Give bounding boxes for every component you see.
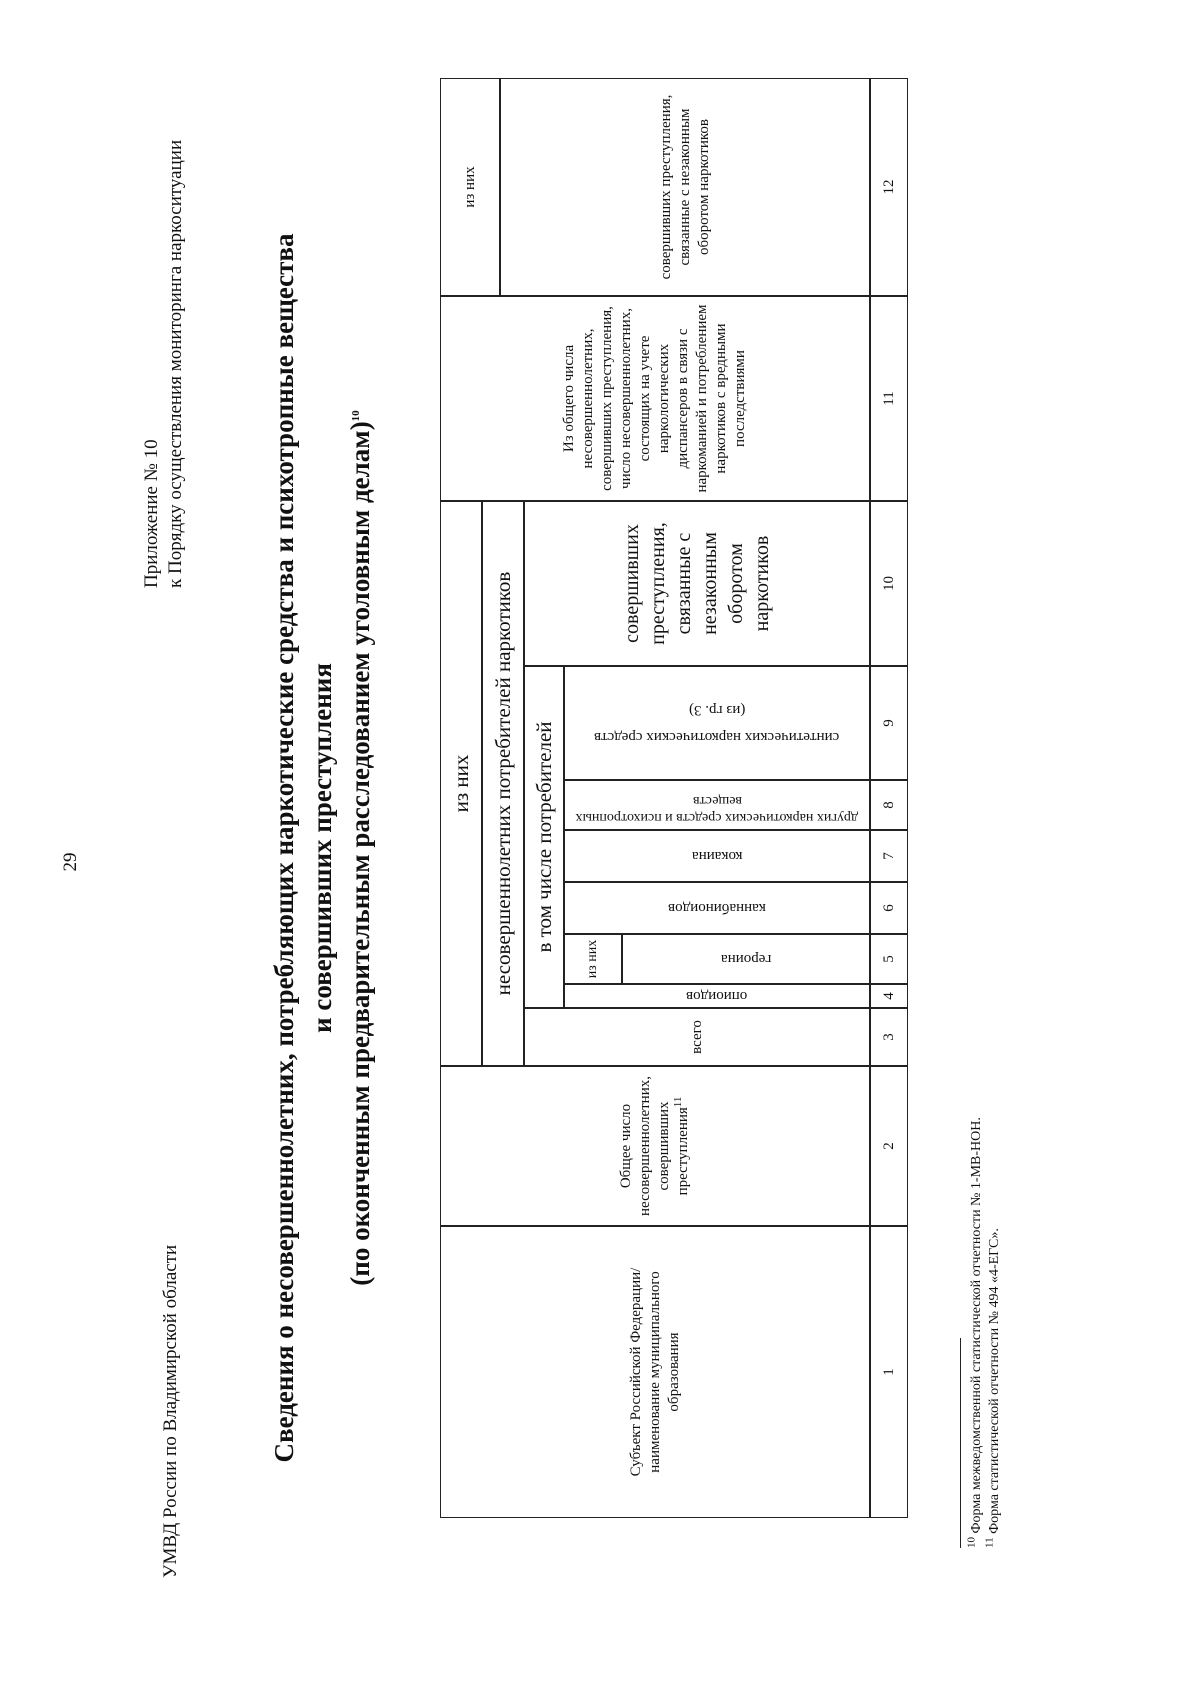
col6-cannabinoids-text: каннабиноидов <box>668 900 766 917</box>
col12-iz-nih: из них <box>440 78 500 296</box>
footnote-10-text: Форма межведомственной статистической отчетности № 1-МВ-НОН. <box>969 1117 984 1534</box>
col5-number: 5 <box>870 934 908 984</box>
appendix-number: Приложение № 10 <box>141 439 162 588</box>
title-line2: и совершивших преступления <box>307 663 337 1033</box>
col2-header-wrap <box>617 1073 693 1219</box>
col1-header <box>440 1226 870 1518</box>
title-footnote-mark: 10 <box>350 410 362 422</box>
col5-heroin <box>622 934 870 984</box>
title-line3 <box>341 78 379 1618</box>
col2-header <box>440 1066 870 1226</box>
col8-other <box>564 780 870 830</box>
col6-cannabinoids <box>564 882 870 934</box>
col7-cocaine-text: кокаина <box>691 848 743 865</box>
col3-vsego: всего <box>524 1008 870 1066</box>
col8-number: 8 <box>870 780 908 830</box>
col9-synthetic-text: синтетических наркотических средств <box>594 729 840 745</box>
nesov-header: несовершеннолетних потребителей наркотиков <box>482 501 524 1066</box>
v-tom-chisle-header: в том числе потребителей <box>524 666 564 1008</box>
col9-synthetic-wrap <box>594 700 839 746</box>
col11-header: Из общего числа несовершеннолетних, совершивших преступления, число несовершеннолетних, состоящих на учете наркологических диспансеров в связи с наркоманией и потреблением наркотиков с вредными последствиями <box>440 296 870 501</box>
col2-footnote-mark: 11 <box>672 1096 684 1108</box>
col5-heroin-text: героина <box>720 951 772 968</box>
title-line1: Сведения о несовершеннолетних, потребляющих наркотические средства и психотропные вещества <box>269 233 299 1463</box>
col11-number: 11 <box>870 296 908 501</box>
footnote-11-text: Форма статистической отчетности № 494 «4-ЕГС». <box>987 1228 1002 1534</box>
col9-synthetic <box>564 666 870 780</box>
col10-number: 10 <box>870 501 908 666</box>
footnote-11-mark: 11 <box>983 1537 996 1548</box>
col4-number: 4 <box>870 984 908 1008</box>
iz-nih-header: из них <box>440 501 482 1066</box>
col9-iz-gr3: (из гр. 3) <box>688 702 746 718</box>
col5-iz-nih: из них <box>564 934 622 984</box>
footnote-11 <box>983 648 1004 1548</box>
col2-number: 2 <box>870 1066 908 1226</box>
col7-number: 7 <box>870 830 908 882</box>
footnote-10-mark: 10 <box>965 1537 978 1548</box>
col4-opioids-text: опиоидов <box>686 988 748 1005</box>
col6-number: 6 <box>870 882 908 934</box>
col7-cocaine <box>564 830 870 882</box>
page-number: 29 <box>60 852 81 872</box>
col12-header: совершивших преступления, связанные с незаконным оборотом наркотиков <box>500 78 870 296</box>
page-title <box>265 78 379 1618</box>
col2-header-text: Общее число несовершеннолетних, совершивших преступления <box>618 1076 691 1216</box>
col4-opioids <box>564 984 870 1008</box>
col12-number: 12 <box>870 78 908 296</box>
footnote-10 <box>965 648 986 1548</box>
title-line3-text: (по оконченным предварительным расследованием уголовным делам) <box>345 421 375 1286</box>
org-name: УМВД России по Владимирской области <box>160 1244 181 1578</box>
col10-header: совершивших преступления, связанные с незаконным оборотом наркотиков <box>524 501 870 666</box>
col3-number: 3 <box>870 1008 908 1066</box>
col1-number: 1 <box>870 1226 908 1518</box>
col8-other-text: других наркотических средств и психотропных веществ <box>575 793 859 825</box>
col9-number: 9 <box>870 666 908 780</box>
appendix-block <box>140 28 188 588</box>
footnotes <box>965 648 1004 1548</box>
col1-header-text: Субъект Российской Федерации/ наименование муниципального образования <box>627 1267 682 1477</box>
appendix-subtitle: к Порядку осуществления мониторинга наркоситуации <box>165 139 186 588</box>
footnote-divider <box>960 1338 961 1548</box>
